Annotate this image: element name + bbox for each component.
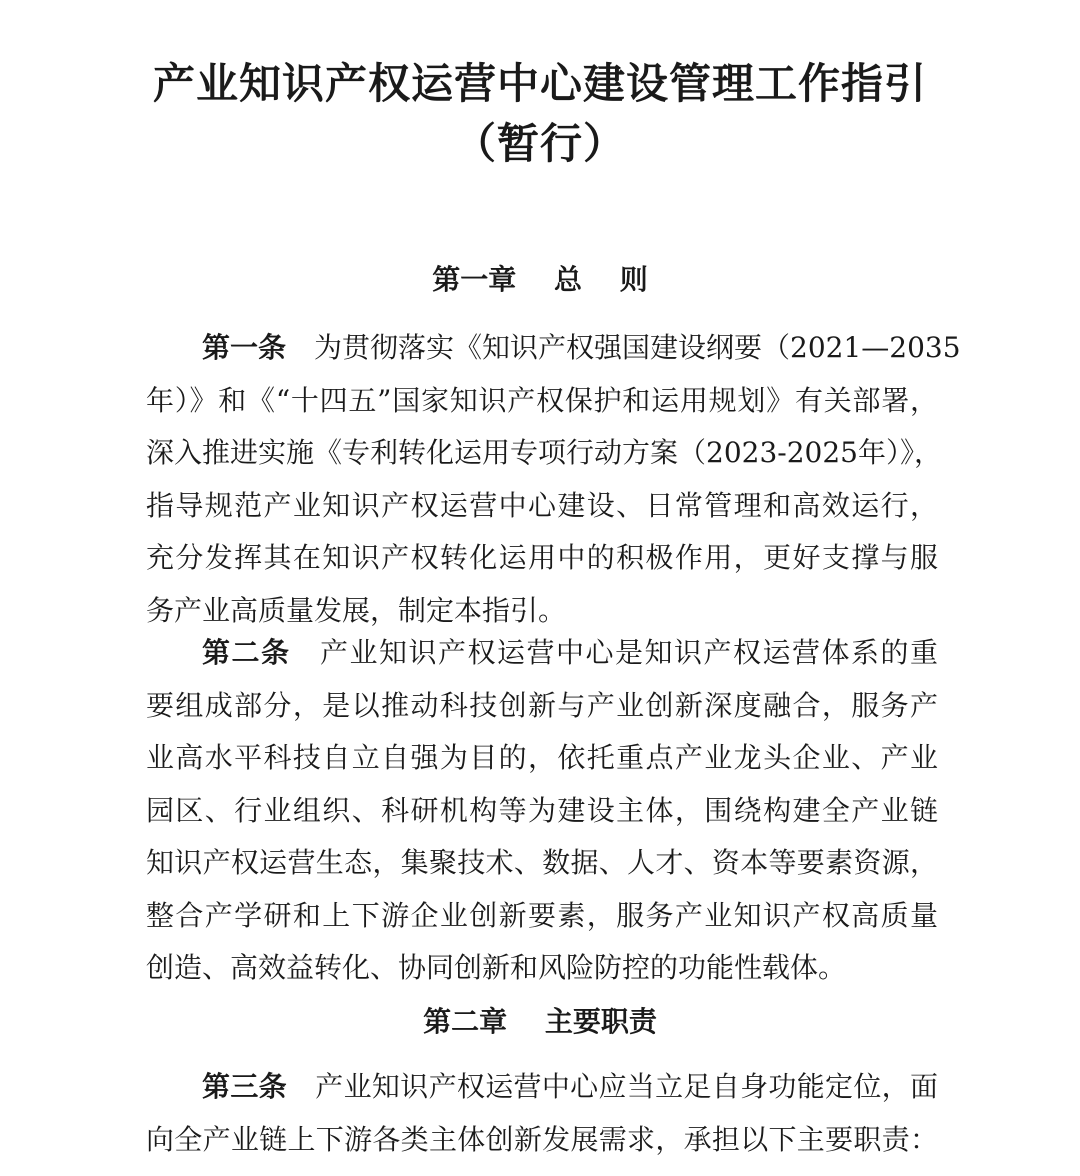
paragraph-line: 整合产学研和上下游企业创新要素，服务产业知识产权高质量 <box>146 898 938 932</box>
paragraph-line: 指导规范产业知识产权运营中心建设、日常管理和高效运行， <box>146 488 938 522</box>
paragraph-line: 年）》和《“十四五”国家知识产权保护和运用规划》有关部署， <box>146 383 938 417</box>
paragraph-line: 第三条 产业知识产权运营中心应当立足自身功能定位，面 <box>202 1070 938 1103</box>
article-label: 第二条 <box>202 636 291 669</box>
paragraph-line: 充分发挥其在知识产权转化运用中的积极作用，更好支撑与服 <box>146 541 938 574</box>
article-paragraph <box>146 322 961 637</box>
paragraph-line: 创造、高效益转化、协同创新和风险防控的功能性载体。 <box>146 951 847 984</box>
paragraph-line: 第二条 产业知识产权运营中心是知识产权运营体系的重 <box>202 636 938 669</box>
article-label: 第三条 <box>202 1070 287 1103</box>
paragraph-line: 务产业高质量发展，制定本指引。 <box>146 593 567 627</box>
paragraph-line: 要组成部分，是以推动科技创新与产业创新深度融合，服务产 <box>146 688 938 722</box>
paragraph-line: 业高水平科技自立自强为目的，依托重点产业龙头企业、产业 <box>146 741 938 774</box>
chapter-heading: 第二章 主要职责 <box>423 1005 657 1038</box>
paragraph-line: 第一条 为贯彻落实《知识产权强国建设纲要（2021—2035 <box>202 331 961 364</box>
article-paragraph <box>146 627 938 995</box>
chapter-heading: 第一章 总 则 <box>432 263 648 296</box>
paragraph-line: 向全产业链上下游各类主体创新发展需求，承担以下主要职责： <box>146 1122 938 1156</box>
paragraph-line: 深入推进实施《专利转化运用专项行动方案（2023-2025年）》， <box>146 436 942 469</box>
document-title: 产业知识产权运营中心建设管理工作指引 <box>152 59 927 108</box>
paragraph-line: 园区、行业组织、科研机构等为建设主体，围绕构建全产业链 <box>146 793 938 827</box>
paragraph-line: 知识产权运营生态，集聚技术、数据、人才、资本等要素资源， <box>146 846 938 879</box>
article-label: 第一条 <box>202 331 287 364</box>
article-paragraph <box>146 1061 938 1166</box>
document-subtitle: （暂行） <box>453 119 626 168</box>
